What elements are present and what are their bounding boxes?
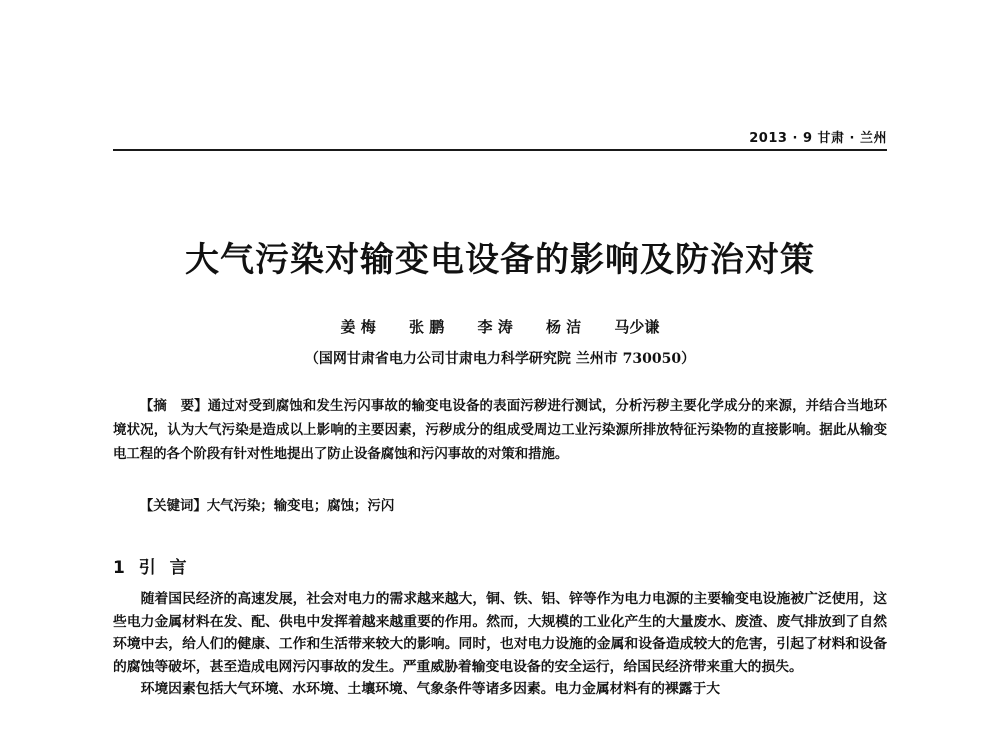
keywords-text: 大气污染；输变电；腐蚀；污闪 (206, 498, 395, 514)
paragraph: 环境因素包括大气环境、水环境、土壤环境、气象条件等诸多因素。电力金属材料有的裸露于大 (140, 681, 721, 698)
keywords (113, 495, 887, 514)
section-body (113, 588, 887, 701)
affiliation: （国网甘肃省电力公司甘肃电力科学研究院 兰州市 730050） (304, 351, 696, 367)
author-name: 姜 梅 (340, 318, 376, 336)
section-heading: 1 引 言 (113, 558, 191, 578)
author-name: 张 鹏 (409, 318, 445, 336)
author-name: 李 涛 (477, 318, 513, 336)
author-list (0, 316, 1000, 337)
paper-title: 大气污染对输变电设备的影响及防治对策 (185, 240, 815, 280)
keywords-label: 【关键词】 (139, 498, 207, 514)
header-rule (113, 149, 887, 151)
author-name: 杨 洁 (545, 318, 582, 336)
running-header: 2013 · 9 甘肃 · 兰州 (749, 131, 887, 146)
author-name: 马少谦 (614, 318, 660, 336)
abstract-label: 【摘 要】 (139, 398, 208, 414)
abstract-text: 通过对受到腐蚀和发生污闪事故的输变电设备的表面污秽进行测试，分析污秽主要化学成分的来源，并结合当地环境状况，认为大气污染是造成以上影响的主要因素，污秽成分的组成受周边工业污染源所排放特征污染物的直接影响。据此从输变电工程的各个阶段有针对性地提出了防止设备腐蚀和污闪事故的对策和措施。 (113, 398, 888, 462)
paragraph: 随着国民经济的高速发展，社会对电力的需求越来越大，铜、铁、铝、锌等作为电力电源的主要输变电设施被广泛使用，这些电力金属材料在发、配、供电中发挥着越来越重要的作用。然而，大规模的工业化产生的大量废水、废渣、废气排放到了自然环境中去，给人们的健康、工作和生活带来较大的影响。同时，也对电力设施的金属和设备造成较大的危害，引起了材料和设备的腐蚀等破坏，甚至造成电网污闪事故的发生。严重威胁着输变电设备的安全运行，给国民经济带来重大的损失。 (113, 591, 887, 675)
abstract (113, 394, 887, 466)
